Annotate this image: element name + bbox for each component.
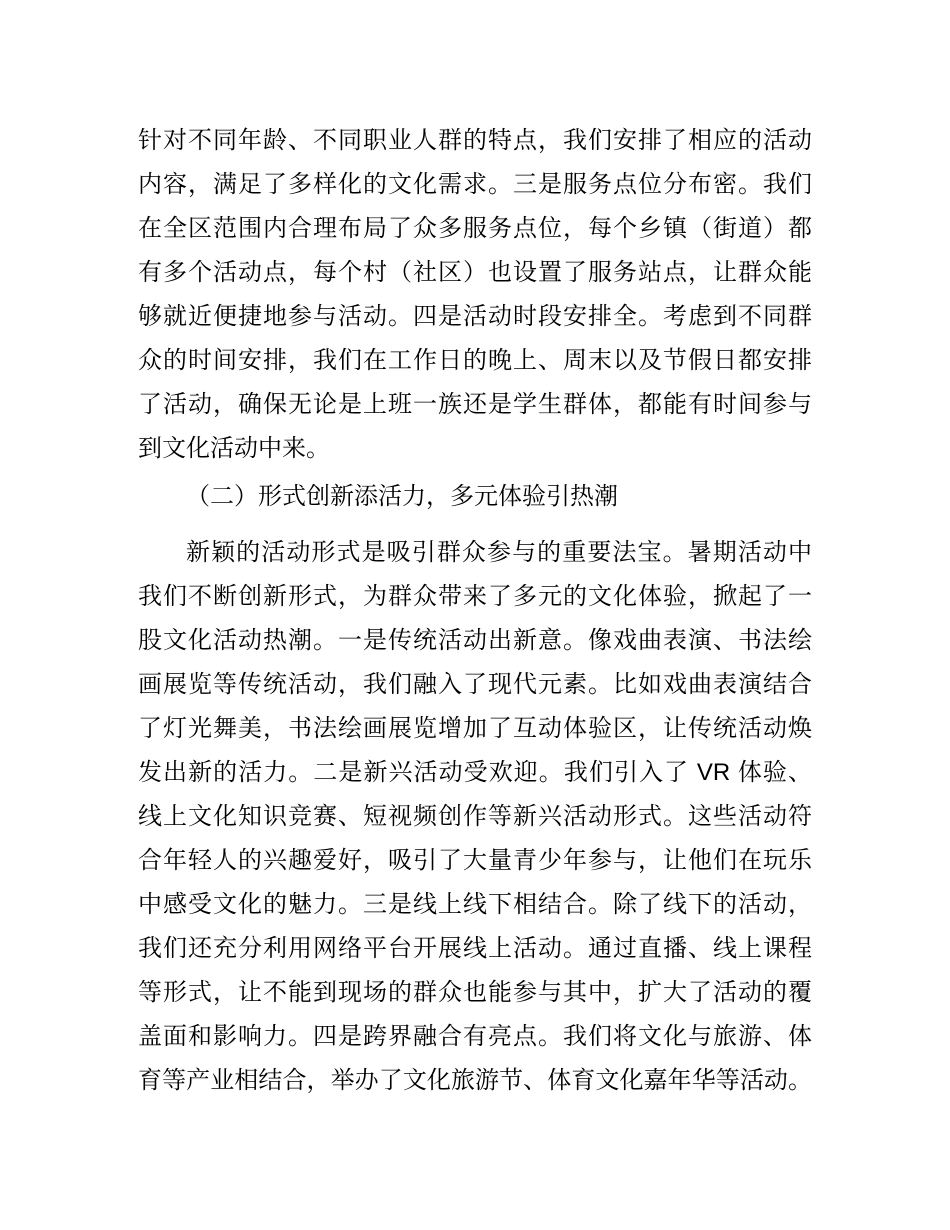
text-line: 画展览等传统活动，我们融入了现代元素。比如戏曲表演结合 [138, 671, 812, 698]
text-line: 众的时间安排，我们在工作日的晚上、周末以及节假日都安排 [138, 347, 812, 374]
text-line: 育等产业相结合，举办了文化旅游节、体育文化嘉年华等活动。 [138, 1067, 812, 1094]
text-line: 针对不同年龄、不同职业人群的特点，我们安排了相应的活动 [138, 127, 812, 154]
text-line: 中感受文化的魅力。三是线上线下相结合。除了线下的活动， [138, 891, 812, 918]
text-line: 够就近便捷地参与活动。四是活动时段安排全。考虑到不同群 [138, 303, 812, 330]
text-line: 合年轻人的兴趣爱好，吸引了大量青少年参与，让他们在玩乐 [138, 847, 812, 874]
text-line: 内容，满足了多样化的文化需求。三是服务点位分布密。我们 [138, 171, 812, 198]
text-line: 股文化活动热潮。一是传统活动出新意。像戏曲表演、书法绘 [138, 627, 812, 654]
text-line: 我们不断创新形式，为群众带来了多元的文化体验，掀起了一 [138, 583, 812, 610]
document-body [138, 119, 812, 1103]
text-line: 到文化活动中来。 [138, 435, 330, 462]
text-line: 了活动，确保无论是上班一族还是学生群体，都能有时间参与 [138, 391, 812, 418]
text-line: 线上文化知识竞赛、短视频创作等新兴活动形式。这些活动符 [138, 803, 812, 830]
text-line: 有多个活动点，每个村（社区）也设置了服务站点，让群众能 [138, 259, 812, 286]
text-line: 了灯光舞美，书法绘画展览增加了互动体验区，让传统活动焕 [138, 715, 812, 742]
text-line: 发出新的活力。二是新兴活动受欢迎。我们引入了 VR 体验、 [138, 759, 812, 786]
text-line: 等形式，让不能到现场的群众也能参与其中，扩大了活动的覆 [138, 979, 812, 1006]
heading-line: （二）形式创新添活力，多元体验引热潮 [186, 483, 618, 510]
section-heading [138, 475, 812, 519]
text-line: 在全区范围内合理布局了众多服务点位，每个乡镇（街道）都 [138, 215, 812, 242]
paragraph-continuation [138, 119, 812, 471]
text-line: 盖面和影响力。四是跨界融合有亮点。我们将文化与旅游、体 [138, 1023, 812, 1050]
paragraph-body [138, 531, 812, 1103]
text-line: 新颖的活动形式是吸引群众参与的重要法宝。暑期活动中 [186, 539, 812, 566]
text-line: 我们还充分利用网络平台开展线上活动。通过直播、线上课程 [138, 935, 812, 962]
